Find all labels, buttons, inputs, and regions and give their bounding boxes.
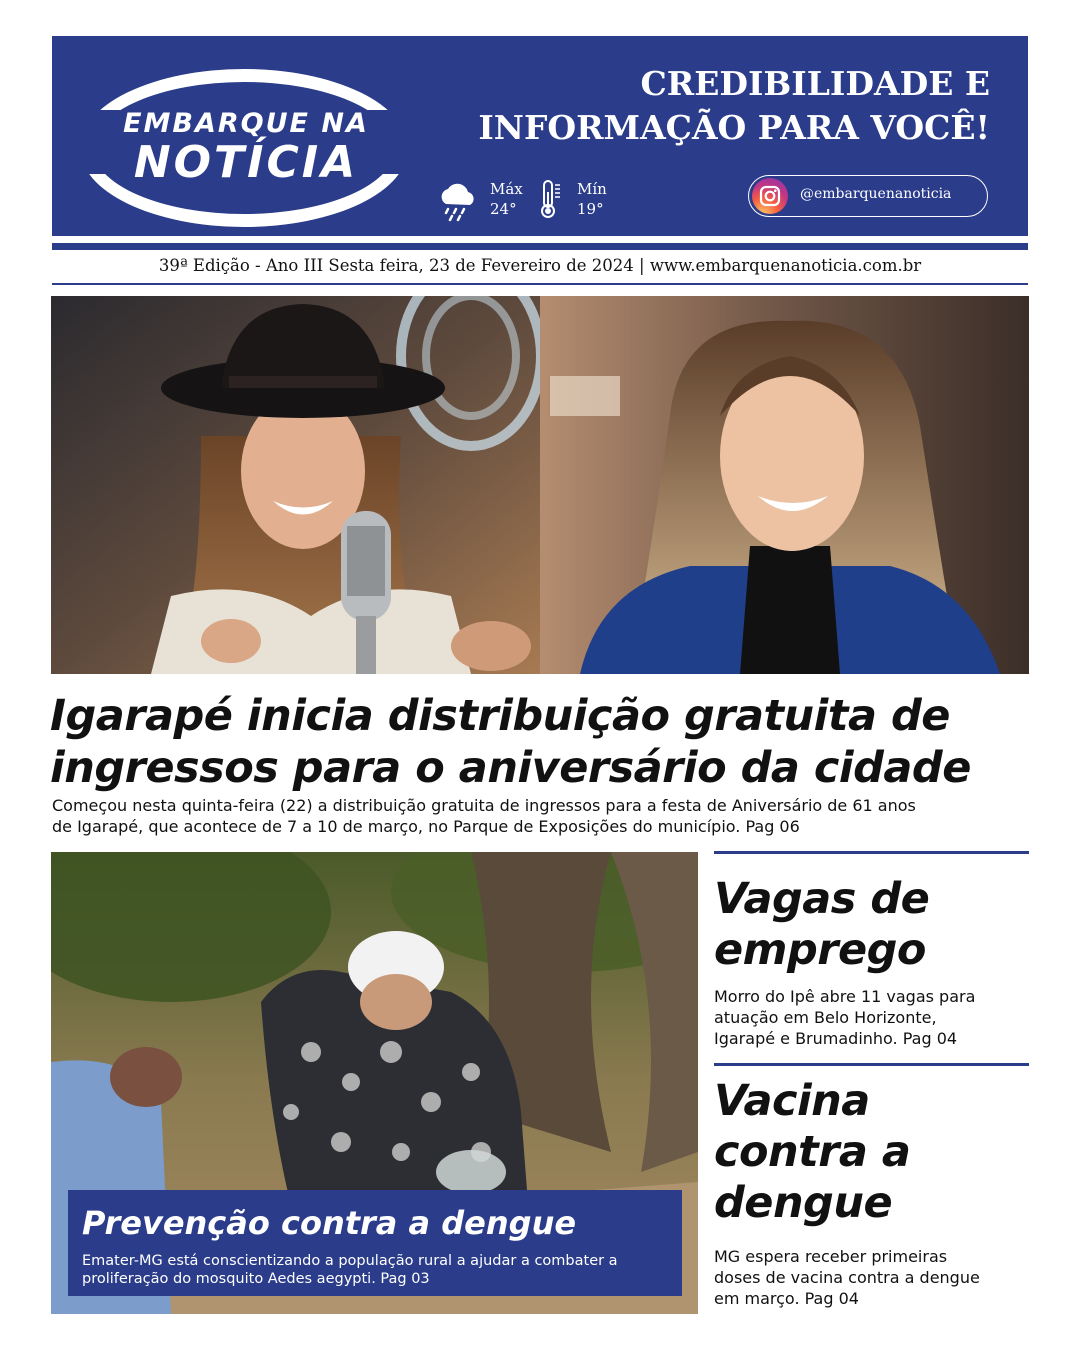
- dengue-text-line1: Emater-MG está conscientizando a população rural a ajudar a combater a: [82, 1253, 618, 1269]
- logo-line2: NOTÍCIA: [133, 137, 359, 188]
- vaccine-title[interactable]: [714, 1076, 1029, 1229]
- tagline: [450, 62, 990, 150]
- jobs-text-line2: atuação em Belo Horizonte,: [714, 1008, 937, 1027]
- instagram-icon: [752, 178, 788, 214]
- main-lead: [52, 795, 1042, 837]
- min-temp-value: 19°: [577, 200, 604, 218]
- logo-line1: EMBARQUE NA: [123, 108, 369, 139]
- max-temp-value: 24°: [490, 200, 517, 218]
- dengue-title[interactable]: Prevenção contra a dengue: [82, 1204, 577, 1242]
- vaccine-text-line1: MG espera receber primeiras: [714, 1247, 948, 1266]
- thermometer-icon: [538, 178, 564, 220]
- tagline-line1: CREDIBILIDADE E: [640, 64, 990, 103]
- divider: [714, 851, 1029, 854]
- max-temp: [490, 179, 523, 219]
- vaccine-title-line1: Vacina: [714, 1076, 870, 1126]
- min-temp: [577, 179, 607, 219]
- vaccine-title-line3: dengue: [714, 1178, 893, 1228]
- vaccine-title-line2: contra a: [714, 1127, 911, 1177]
- divider: [52, 283, 1028, 285]
- politician-photo: [540, 296, 1029, 674]
- main-lead-line2: de Igarapé, que acontece de 7 a 10 de março, no Parque de Exposições do município. Pag 06: [52, 817, 800, 836]
- jobs-text-line1: Morro do Ipê abre 11 vagas para: [714, 987, 976, 1006]
- divider: [714, 1063, 1029, 1066]
- main-headline[interactable]: [50, 690, 1040, 794]
- dengue-text-line2: proliferação do mosquito Aedes aegypti. Pag 03: [82, 1271, 430, 1287]
- tagline-line2: INFORMAÇÃO PARA VOCÊ!: [478, 108, 990, 147]
- vaccine-text-line3: em março. Pag 04: [714, 1289, 859, 1308]
- jobs-text: [714, 986, 1029, 1049]
- jobs-title-line2: emprego: [714, 925, 926, 975]
- max-temp-label: Máx: [490, 180, 523, 198]
- vaccine-text-line2: doses de vacina contra a dengue: [714, 1268, 980, 1287]
- min-temp-label: Mín: [577, 180, 607, 198]
- rain-cloud-icon: [436, 180, 480, 222]
- jobs-text-line3: Igarapé e Brumadinho. Pag 04: [714, 1029, 958, 1048]
- singer-photo: [51, 296, 540, 674]
- edition-line: 39ª Edição - Ano III Sesta feira, 23 de Fevereiro de 2024 | www.embarquenanoticia.com.br: [158, 256, 922, 275]
- jobs-title[interactable]: [714, 874, 1029, 976]
- main-headline-line2: ingressos para o aniversário da cidade: [50, 743, 971, 793]
- instagram-handle[interactable]: @embarquenanoticia: [800, 186, 952, 202]
- vaccine-text: [714, 1246, 1029, 1309]
- divider: [52, 243, 1028, 250]
- main-headline-line1: Igarapé inicia distribuição gratuita de: [50, 691, 950, 741]
- main-lead-line1: Começou nesta quinta-feira (22) a distribuição gratuita de ingressos para a festa de Aniversário de 61 anos: [52, 796, 916, 815]
- dengue-text: [82, 1252, 672, 1288]
- jobs-title-line1: Vagas de: [714, 874, 930, 924]
